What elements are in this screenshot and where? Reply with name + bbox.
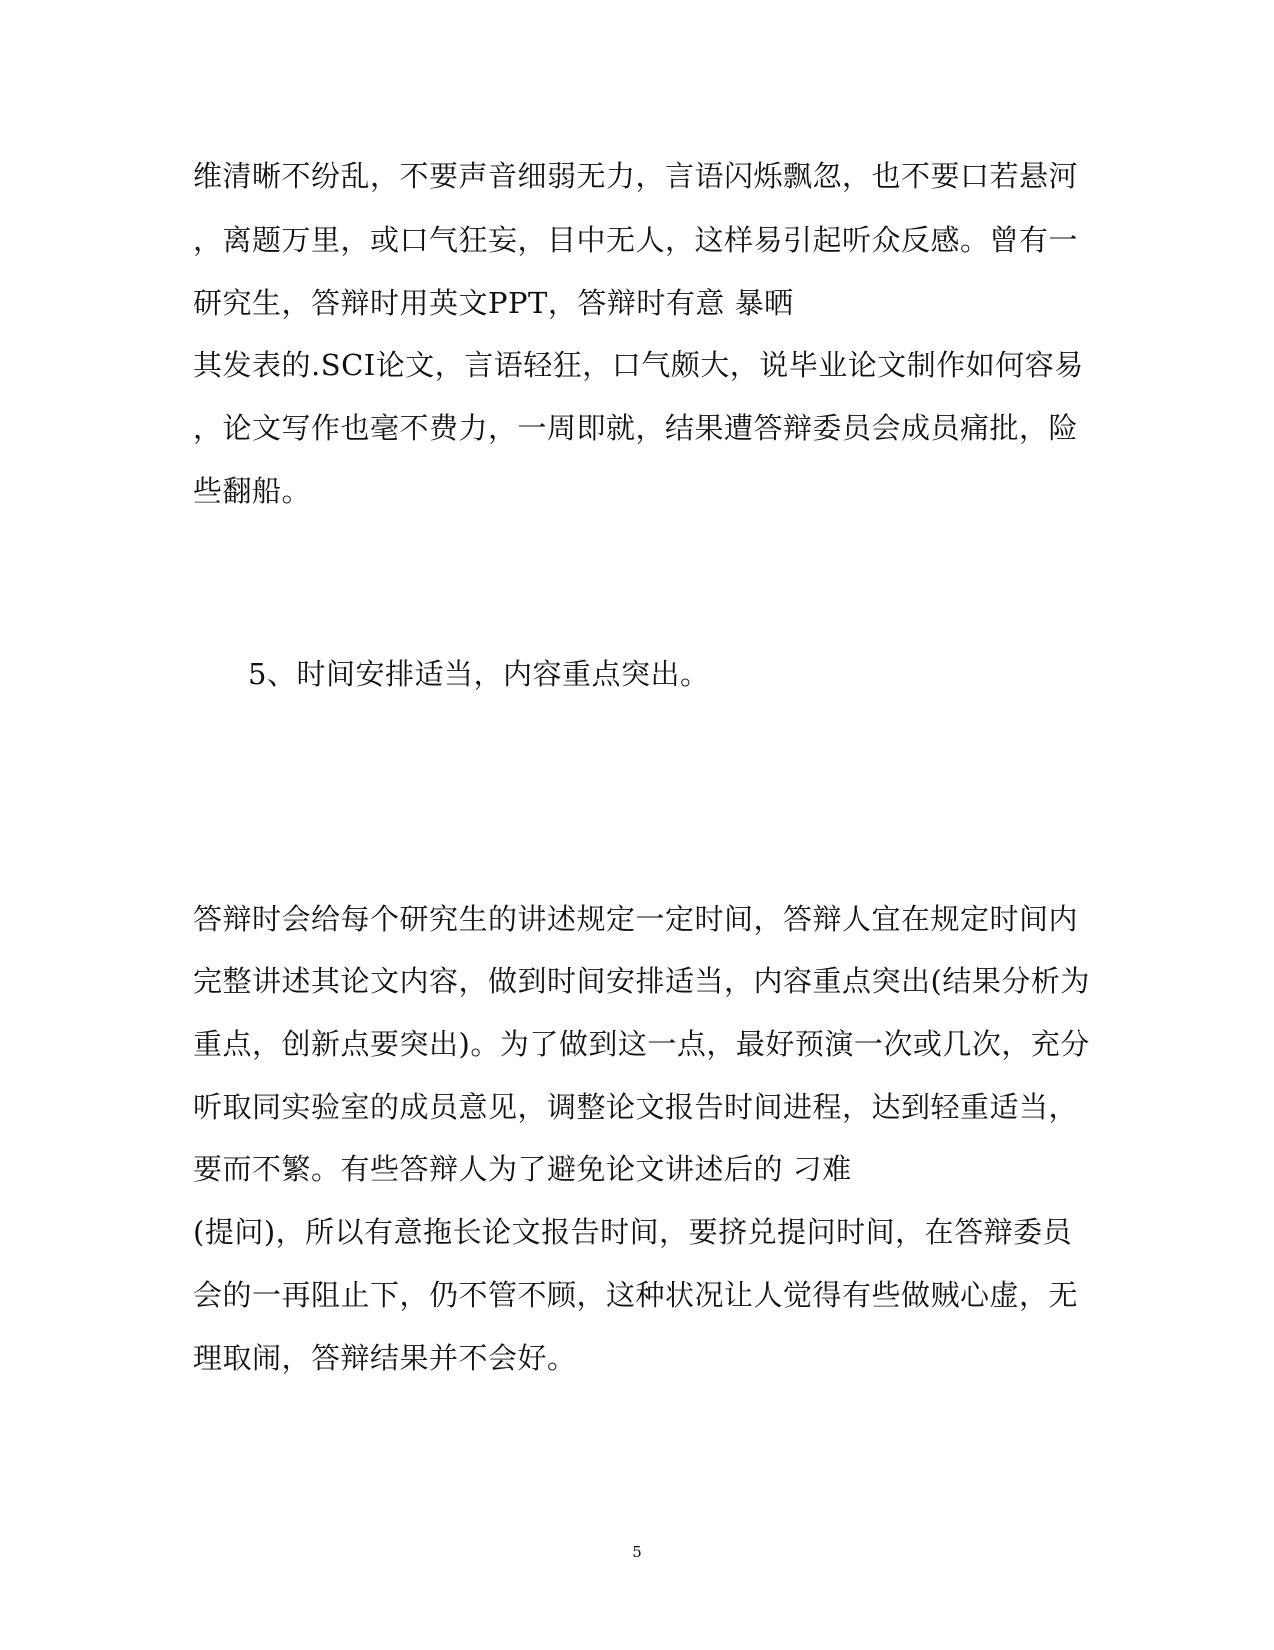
paragraph-line: 完整讲述其论文内容，做到时间安排适当，内容重点突出(结果分析为 [193,964,1090,998]
paragraph-line: 研究生，答辩时用英文PPT，答辩时有意 暴晒 [193,286,794,320]
paragraph-line: ，离题万里，或口气狂妄，目中无人，这样易引起听众反感。曾有一 [193,223,1079,257]
paragraph-line: 其发表的.SCI论文，言语轻狂，口气颇大，说毕业论文制作如何容易 [193,348,1084,382]
paragraph-line: 会的一再阻止下，仍不管不顾，这种状况让人觉得有些做贼心虚，无 [193,1278,1079,1312]
paragraph-line: 要而不繁。有些答辩人为了避免论文讲述后的 刁难 [193,1152,852,1186]
paragraph-line: 听取同实验室的成员意见，调整论文报告时间进程，达到轻重适当， [193,1090,1079,1124]
paragraph-line: 答辩时会给每个研究生的讲述规定一定时间，答辩人宜在规定时间内 [193,902,1079,936]
paragraph-line: (提问)，所以有意拖长论文报告时间，要挤兑提问时间，在答辩委员 [193,1215,1073,1249]
page-number: 5 [632,1543,642,1561]
paragraph-line: 些翻船。 [193,474,312,508]
paragraph-line: 理取闹，答辩结果并不会好。 [193,1341,577,1375]
paragraph-line: 重点，创新点要突出)。为了做到这一点，最好预演一次或几次，充分 [193,1027,1090,1061]
paragraph-line: ，论文写作也毫不费力，一周即就，结果遭答辩委员会成员痛批，险 [193,411,1079,445]
paragraph-line: 维清晰不纷乱，不要声音细弱无力，言语闪烁飘忽，也不要口若悬河 [193,159,1079,193]
section-heading: 5、时间安排适当，内容重点突出。 [248,657,710,691]
